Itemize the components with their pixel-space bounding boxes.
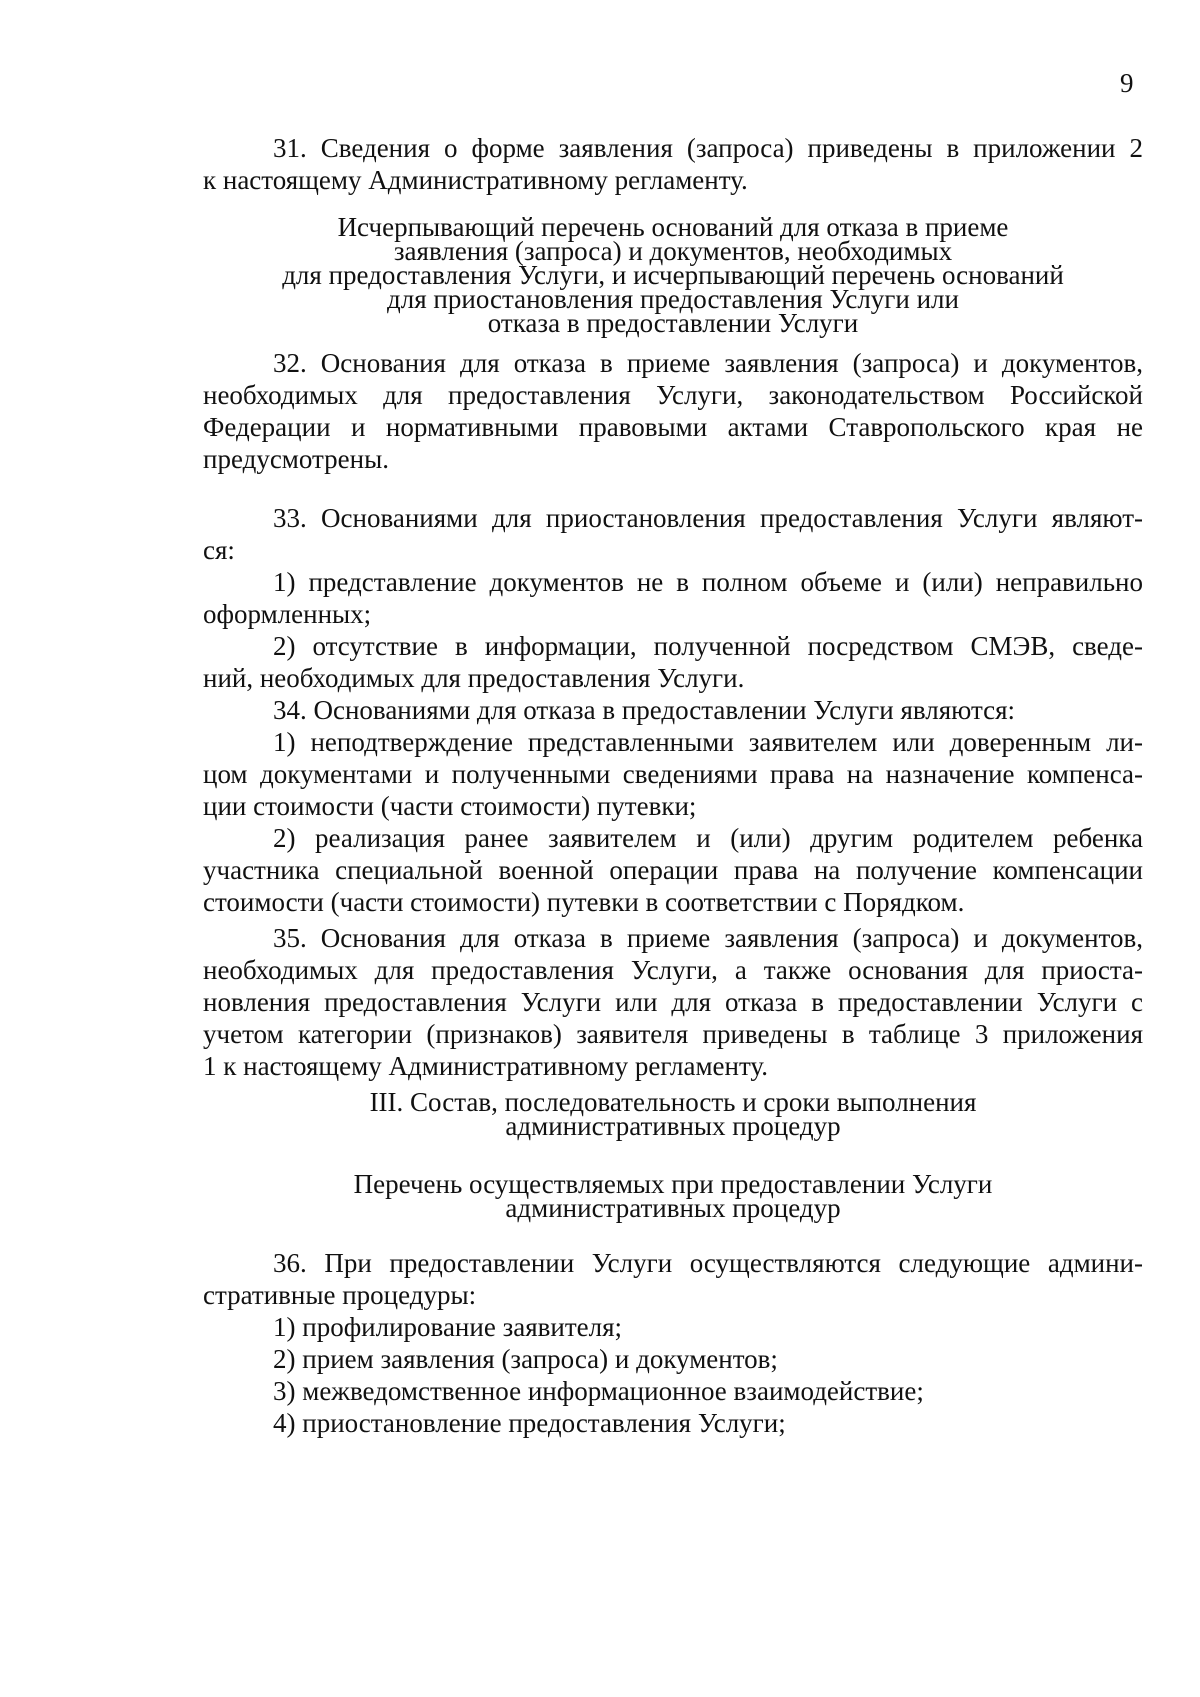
text-line: 35. Основания для отказа в приеме заявления (запроса) и документов,: [273, 923, 1143, 953]
list-item: 2) прием заявления (запроса) и документов;: [273, 1344, 778, 1374]
heading-line: для предоставления Услуги, и исчерпывающий перечень оснований: [282, 260, 1064, 290]
section-heading-refusal-grounds: [203, 212, 1143, 338]
paragraph-33-34: [203, 502, 1143, 918]
text-line: предусмотрены.: [203, 444, 389, 474]
list-item: 4) приостановление предоставления Услуги;: [273, 1408, 786, 1438]
list-item: 3) межведомственное информационное взаимодействие;: [273, 1376, 924, 1406]
text-line: ся:: [203, 535, 235, 565]
heading-line: отказа в предоставлении Услуги: [487, 308, 859, 338]
text-line: необходимых для предоставления Услуги, законодательством Российской: [203, 380, 1143, 410]
heading-line: Исчерпывающий перечень оснований для отказа в приеме: [337, 212, 1009, 242]
text-line: 32. Основания для отказа в приеме заявления (запроса) и документов,: [273, 348, 1143, 378]
heading-line: III. Состав, последовательность и сроки выполнения: [369, 1087, 977, 1117]
text-line: цом документами и полученными сведениями права на назначение компенса-: [203, 759, 1143, 789]
paragraph-35: [203, 922, 1143, 1082]
text-line: учетом категории (признаков) заявителя приведены в таблице 3 приложения: [203, 1019, 1143, 1049]
text-line: стративные процедуры:: [203, 1280, 477, 1310]
heading-line: Перечень осуществляемых при предоставлении Услуги: [353, 1169, 993, 1199]
section-heading-iii: [203, 1087, 1143, 1141]
paragraph-36: [203, 1247, 1143, 1439]
heading-line: административных процедур: [505, 1193, 841, 1223]
text-line: новления предоставления Услуги или для отказа в предоставлении Услуги с: [203, 987, 1143, 1017]
text-line: стоимости (части стоимости) путевки в соответствии с Порядком.: [203, 887, 965, 917]
text-line: необходимых для предоставления Услуги, а также основания для приоста-: [203, 955, 1143, 985]
text-line: ции стоимости (части стоимости) путевки;: [203, 791, 697, 821]
text-line: ний, необходимых для предоставления Услуги.: [203, 663, 745, 693]
list-item: 1) профилирование заявителя;: [273, 1312, 623, 1342]
text-line: 1 к настоящему Административному регламенту.: [203, 1051, 768, 1081]
subheading-procedures-list: [203, 1169, 1143, 1223]
text-line: 34. Основаниями для отказа в предоставлении Услуги являются:: [273, 695, 1016, 725]
text-line: 1) представление документов не в полном объеме и (или) неправильно: [273, 567, 1143, 597]
text-line: 33. Основаниями для приостановления предоставления Услуги являют-: [273, 503, 1143, 533]
heading-line: для приостановления предоставления Услуги или: [387, 284, 959, 314]
paragraph-32: [203, 347, 1143, 475]
heading-line: заявления (запроса) и документов, необходимых: [393, 236, 953, 266]
text-line: 2) реализация ранее заявителем и (или) другим родителем ребенка: [273, 823, 1143, 853]
page-number: 9: [1120, 68, 1134, 98]
text-line: оформленных;: [203, 599, 372, 629]
text-line: к настоящему Административному регламенту.: [203, 165, 748, 195]
paragraph-31: [203, 132, 1143, 196]
text-line: 2) отсутствие в информации, полученной посредством СМЭВ, сведе-: [273, 631, 1143, 661]
text-line: 1) неподтверждение представленными заявителем или доверенным ли-: [273, 727, 1143, 757]
text-line: 31. Сведения о форме заявления (запроса) приведены в приложении 2: [273, 133, 1143, 163]
heading-line: административных процедур: [505, 1111, 841, 1141]
text-line: Федерации и нормативными правовыми актами Ставропольского края не: [203, 412, 1143, 442]
text-line: участника специальной военной операции права на получение компенсации: [203, 855, 1143, 885]
text-line: 36. При предоставлении Услуги осуществляются следующие админи-: [273, 1248, 1143, 1278]
